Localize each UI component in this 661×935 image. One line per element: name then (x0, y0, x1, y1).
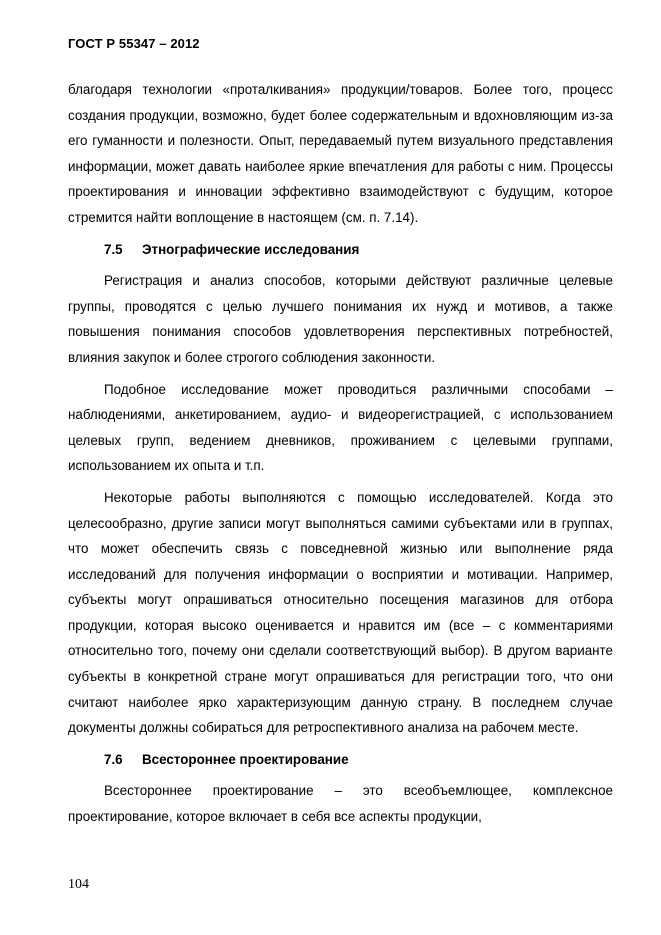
paragraph-intro: благодаря технологии «проталкивания» продукции/товаров. Более того, процесс создания продукции, возможно, будет более содержательным и вдохновляющим из-за его гуманности и полезности. Опыт, передаваемый путем визуального представления информации, может давать наиболее яркие впечатления для работы с ним. Процессы проектирования и инновации эффективно взаимодействуют с будущим, которое стремится найти воплощение в настоящем (см. п. 7.14). (68, 82, 613, 225)
paragraph: Всестороннее проектирование – это всеобъемлющее, комплексное проектирование, которое включает в себя все аспекты продукции, (68, 783, 613, 825)
paragraph: Подобное исследование может проводиться различными способами – наблюдениями, анкетированием, аудио- и видеорегистрацией, с использованием целевых групп, ведением дневников, проживанием с целевыми группами, использованием их опыта и т.п. (68, 381, 613, 474)
document-header: ГОСТ Р 55347 – 2012 (68, 36, 200, 51)
page-number: 104 (68, 877, 89, 892)
section-title: Этнографические исследования (142, 241, 360, 257)
section-number: 7.5 (104, 241, 123, 257)
paragraph: Некоторые работы выполняются с помощью исследователей. Когда это целесообразно, другие записи могут выполняться самими субъектами или в группах, что может обеспечить связь с повседневной жизнью или выполнение ряда исследований для получения информации о восприятии и мотивации. Например, субъекты могут опрашиваться относительно посещения магазинов для отбора продукции, которая высоко оценивается и нравится им (все – с комментариями относительно того, почему они сделали соответствующий выбор). В другом варианте субъекты в конкретной стране могут опрашиваться для регистрации того, что они считают наиболее ярко характеризующим данную страну. В последнем случае документы должны собираться для ретроспективного анализа на рабочем месте. (68, 489, 613, 736)
section-heading-7-6 (68, 747, 613, 773)
document-body (68, 77, 613, 836)
section-title: Всестороннее проектирование (142, 751, 349, 767)
paragraph: Регистрация и анализ способов, которыми действуют различные целевые группы, проводятся с целью лучшего понимания их нужд и мотивов, а также повышения понимания способов удовлетворения перспективных потребностей, влияния закупок и более строгого соблюдения законности. (68, 273, 613, 365)
section-number: 7.6 (104, 751, 123, 767)
section-heading-7-5 (68, 237, 613, 263)
